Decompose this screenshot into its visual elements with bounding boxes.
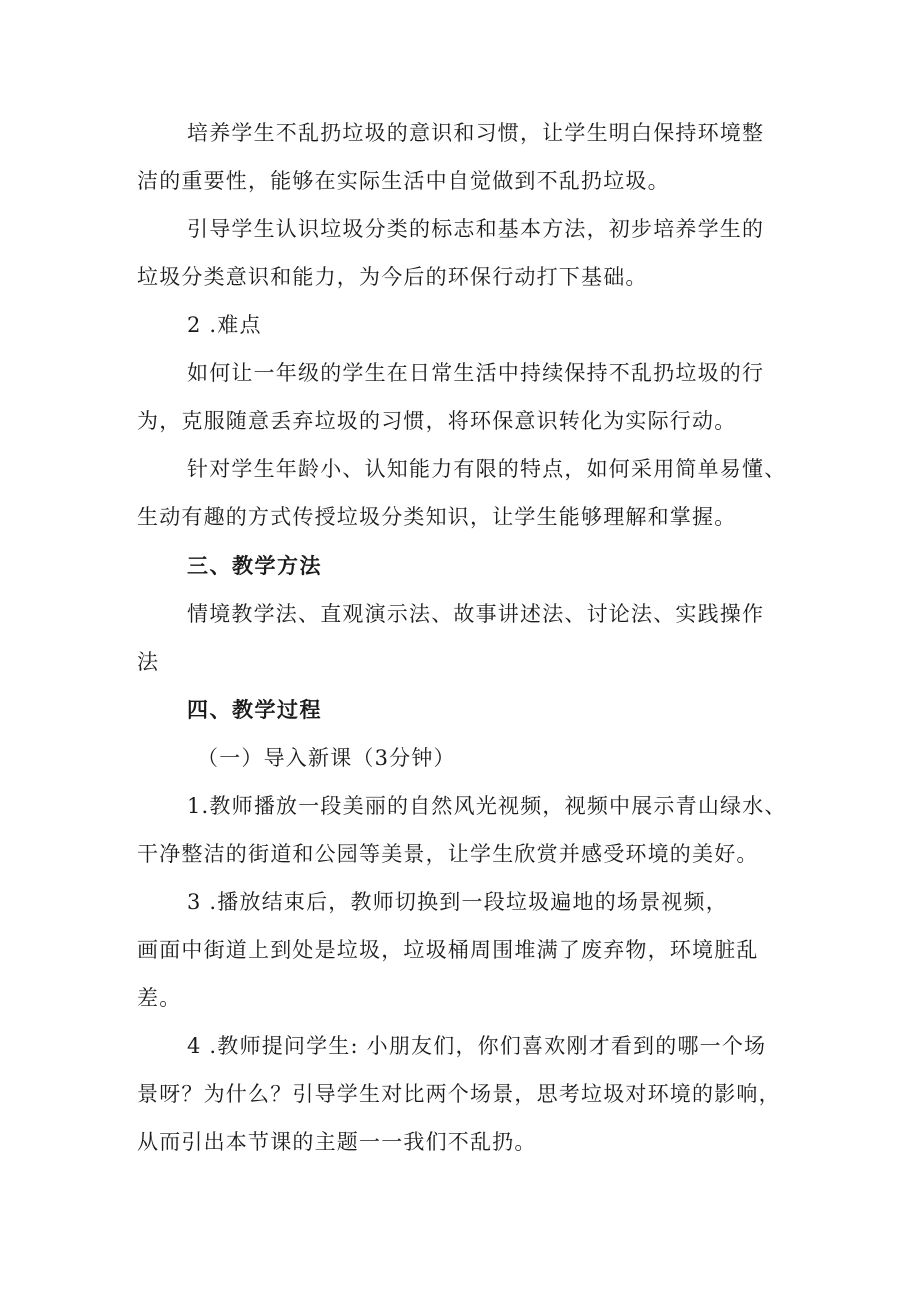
diff2-line1: 针对学生年龄小、认知能力有限的特点，如何采用简单易懂、 xyxy=(187,457,787,481)
sub1-title: （一）导入新课（3分钟） xyxy=(197,746,456,770)
step3-line3: 差。 xyxy=(137,986,182,1010)
step4-line3: 从而引出本节课的主题一一我们不乱扔。 xyxy=(137,1130,537,1154)
step3-line2: 画面中街道上到处是垃圾，垃圾桶周围堆满了废弃物，环境脏乱 xyxy=(137,938,759,962)
diff1-line2: 为，克服随意丢弃垃圾的习惯，将环保意识转化为实际行动。 xyxy=(137,409,737,433)
section4-title: 四、教学过程 xyxy=(187,698,322,722)
diff2-line2: 生动有趣的方式传授垃圾分类知识，让学生能够理解和掌握。 xyxy=(137,505,737,529)
step4-line1: 4 .教师提问学生: 小朋友们，你们喜欢刚才看到的哪一个场 xyxy=(187,1034,767,1058)
goal1-line2: 洁的重要性，能够在实际生活中自觉做到不乱扔垃圾。 xyxy=(137,169,670,193)
diff1-line1: 如何让一年级的学生在日常生活中持续保持不乱扔垃圾的行 xyxy=(187,361,765,385)
goal2-line2: 垃圾分类意识和能力，为今后的环保行动打下基础。 xyxy=(137,265,648,289)
step3-line1: 3 .播放结束后，教师切换到一段垃圾遍地的场景视频， xyxy=(187,890,728,914)
methods-line2: 法 xyxy=(137,650,160,674)
goal1-line1: 培养学生不乱扔垃圾的意识和习惯，让学生明白保持环境整 xyxy=(187,121,765,145)
section3-title: 三、教学方法 xyxy=(187,554,322,578)
step4-line2: 景呀？为什么？引导学生对比两个场景，思考垃圾对环境的影响， xyxy=(137,1082,781,1106)
difficulty-label: 2 .难点 xyxy=(187,313,262,337)
step1-line2: 干净整洁的街道和公园等美景，让学生欣赏并感受环境的美好。 xyxy=(137,842,759,866)
goal2-line1: 引导学生认识垃圾分类的标志和基本方法，初步培养学生的 xyxy=(187,217,765,241)
methods-line1: 情境教学法、直观演示法、故事讲述法、讨论法、实践操作 xyxy=(187,602,765,626)
step1-line1: 1.教师播放一段美丽的自然风光视频，视频中展示青山绿水、 xyxy=(187,794,787,818)
